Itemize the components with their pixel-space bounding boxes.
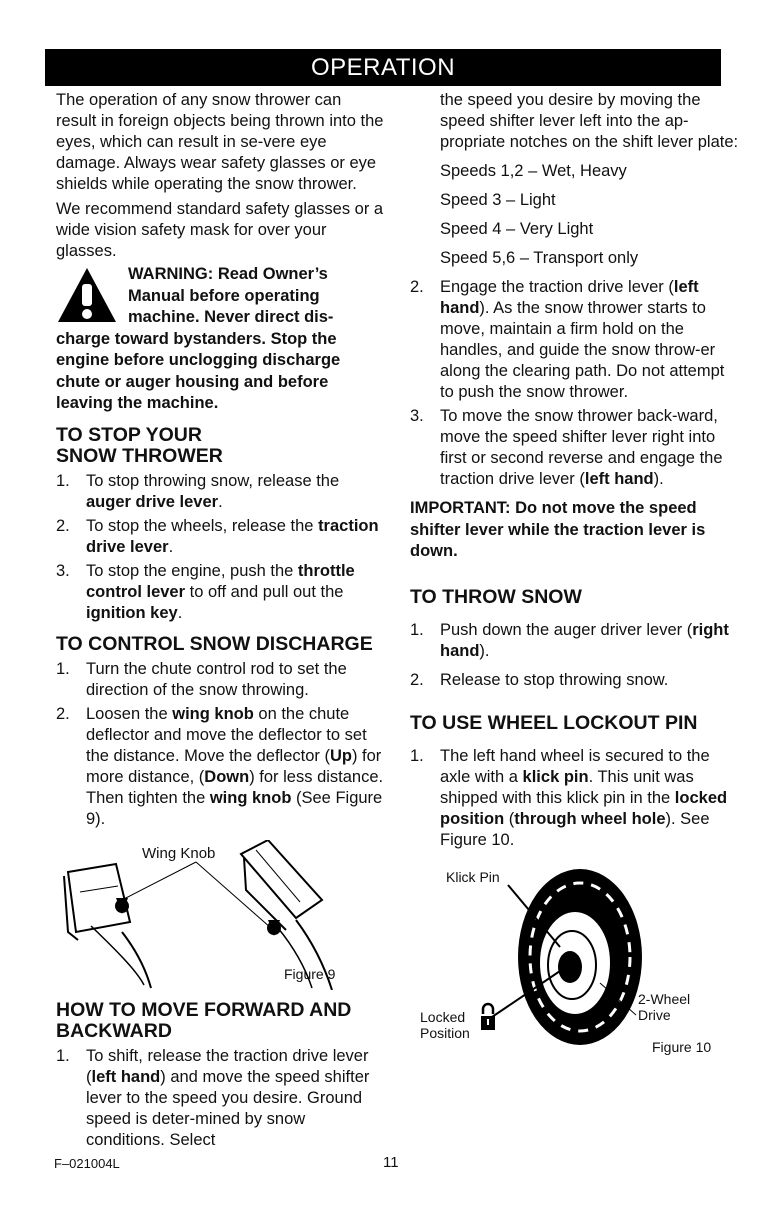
- stop-heading: [56, 425, 386, 467]
- warning-triangle-icon: [56, 266, 118, 324]
- item-text: (: [504, 809, 515, 828]
- discharge-list: [56, 659, 386, 830]
- item-text: Engage the traction drive lever (: [440, 278, 674, 296]
- item-text: Loosen the: [86, 704, 173, 723]
- locked-label: Locked: [420, 1008, 466, 1025]
- item-text: .: [218, 492, 223, 511]
- item-number: 1.: [56, 471, 70, 490]
- item-bold: locked position: [440, 788, 728, 828]
- list-item: [56, 471, 386, 513]
- item-bold: left hand: [584, 470, 654, 488]
- warning-line-1: WARNING: Read Owner’s: [128, 265, 328, 283]
- item-text: ).: [479, 641, 490, 660]
- item-text: ).: [653, 470, 664, 488]
- item-text: . This unit was shipped with this klick pin in the: [440, 767, 694, 807]
- item-number: 2.: [410, 278, 424, 296]
- item-text: Release to stop throwing snow.: [440, 670, 669, 689]
- warning-line-2: Manual before operating: [128, 286, 320, 305]
- list-item: [56, 704, 386, 830]
- item-bold: wing knob: [172, 704, 254, 723]
- item-bold: left hand: [91, 1067, 161, 1086]
- lockout-heading: TO USE WHEEL LOCKOUT PIN: [410, 711, 698, 734]
- item-text: ) and move the speed shifter lever to the speed you desire. Ground speed is deter-mined by snow conditions. Select: [86, 1067, 370, 1149]
- stop-heading-line-2: SNOW THROWER: [56, 444, 223, 467]
- item-text: To stop the engine, push the: [86, 561, 298, 580]
- item-text: Push down the auger driver lever (: [440, 620, 693, 639]
- list-item: [56, 1046, 386, 1151]
- forward-heading: [56, 1000, 386, 1042]
- item-text: on the chute deflector and move the deflector to set the distance. Move the deflector (: [86, 704, 367, 765]
- item-text: Turn the chute control rod to set the direction of the snow throwing.: [86, 659, 347, 699]
- speed-list: [410, 161, 740, 269]
- list-item: [410, 406, 740, 490]
- speed-item: Speeds 1,2 – Wet, Heavy: [440, 162, 627, 180]
- throw-heading: TO THROW SNOW: [410, 585, 582, 608]
- item-number: 3.: [410, 407, 424, 425]
- speed-item: Speed 3 – Light: [440, 191, 556, 209]
- item-number: 2.: [56, 704, 70, 723]
- item-number: 2.: [410, 670, 424, 689]
- section-banner: OPERATION: [45, 49, 721, 86]
- item-text: ). See Figure 10.: [440, 809, 710, 849]
- position-label: Position: [420, 1024, 470, 1041]
- forward-list: [56, 1046, 386, 1151]
- throw-list: [410, 620, 740, 691]
- item-number: 3.: [56, 561, 70, 580]
- item-text: .: [177, 603, 183, 622]
- speed-item: Speed 5,6 – Transport only: [440, 249, 639, 267]
- item-bold: left hand: [440, 278, 699, 317]
- item-bold: klick pin: [522, 767, 589, 786]
- item-bold: ignition key: [86, 603, 178, 622]
- item-text: .: [168, 537, 174, 556]
- figure-9-caption: Figure 9: [284, 965, 336, 982]
- list-item: [56, 659, 386, 701]
- item-text: The left hand wheel is secured to the axle with a: [440, 746, 710, 786]
- important-note: IMPORTANT: Do not move the speed shifter lever while the traction lever is down.: [410, 499, 706, 560]
- item-text: To move the snow thrower back-ward, move the speed shifter lever right into first or second reverse and engage the traction drive lever (: [440, 407, 723, 488]
- forward-heading-line-1: HOW TO MOVE FORWARD AND: [56, 998, 352, 1021]
- left-column: [56, 90, 386, 1154]
- document-code: F–021004L: [54, 1156, 120, 1171]
- item-text: ) for less distance. Then tighten the: [86, 767, 384, 807]
- item-number: 1.: [56, 1046, 70, 1065]
- right-column: [410, 90, 740, 1057]
- item-text: To shift, release the traction drive lever (: [86, 1046, 369, 1086]
- lock-icon: [480, 1001, 496, 1031]
- intro-paragraph-2: We recommend standard safety glasses or a wide vision safety mask for over your glasses.: [56, 200, 384, 260]
- stop-heading-line-1: TO STOP YOUR: [56, 423, 202, 446]
- intro-paragraph-1: The operation of any snow thrower can result in foreign objects being thrown into the eyes, which can result in se-vere eye damage. Always wear safety glasses or eye shields while operating the snow thrower.: [56, 91, 384, 193]
- list-item: [410, 620, 740, 662]
- stop-list: [56, 471, 386, 624]
- item-bold: right hand: [440, 620, 729, 660]
- item-text: To stop the wheels, release the: [86, 516, 319, 535]
- warning-rest: charge toward bystanders. Stop the engine before unclogging discharge chute or auger housing and before leaving the machine.: [56, 329, 341, 412]
- item-text: to off and pull out the: [185, 582, 344, 601]
- list-item: [410, 277, 740, 403]
- list-item: [56, 516, 386, 558]
- item-text: ). As the snow thrower starts to move, maintain a firm hold on the handles, and guide the snow throw-er along the clearing path. Do not attempt to push the snow thrower.: [440, 299, 725, 401]
- item-bold: traction drive lever: [86, 516, 379, 556]
- figure-10-caption: Figure 10: [652, 1038, 712, 1055]
- item-text: To stop throwing snow, release the: [86, 471, 340, 490]
- speed-item: Speed 4 – Very Light: [440, 220, 594, 238]
- warning-block: [56, 264, 386, 415]
- item-number: 1.: [56, 659, 70, 678]
- item-bold: through wheel hole: [514, 809, 666, 828]
- wing-knob-label: Wing Knob: [142, 844, 216, 862]
- item-number: 1.: [410, 746, 424, 765]
- discharge-heading: TO CONTROL SNOW DISCHARGE: [56, 632, 373, 655]
- item-bold: throttle control lever: [86, 561, 355, 601]
- warning-line-3: machine. Never direct dis-: [128, 308, 334, 326]
- item-bold: auger drive lever: [86, 492, 219, 511]
- page-number: 11: [383, 1154, 399, 1171]
- list-item: [410, 746, 740, 851]
- forward-list-continued: [410, 277, 740, 490]
- item-text: (See Figure 9).: [86, 788, 383, 828]
- list-item: [56, 561, 386, 624]
- item-bold: wing knob: [209, 788, 292, 807]
- figure-10: [410, 867, 740, 1057]
- item-text: ) for more distance, (: [86, 746, 382, 786]
- two-wheel-label: 2-Wheel: [638, 990, 691, 1007]
- klick-pin-label: Klick Pin: [446, 868, 500, 885]
- lockout-list: [410, 746, 740, 851]
- drive-label: Drive: [638, 1006, 671, 1023]
- forward-continuation: the speed you desire by moving the speed shifter lever left into the ap-propriate notches on the shift lever plate:: [440, 91, 739, 151]
- item-bold: Up: [329, 746, 352, 765]
- list-item: [410, 670, 740, 691]
- item-bold: Down: [204, 767, 250, 786]
- item-number: 2.: [56, 516, 70, 535]
- figure-9: [56, 840, 366, 990]
- forward-heading-line-2: BACKWARD: [56, 1019, 172, 1042]
- item-number: 1.: [410, 620, 424, 639]
